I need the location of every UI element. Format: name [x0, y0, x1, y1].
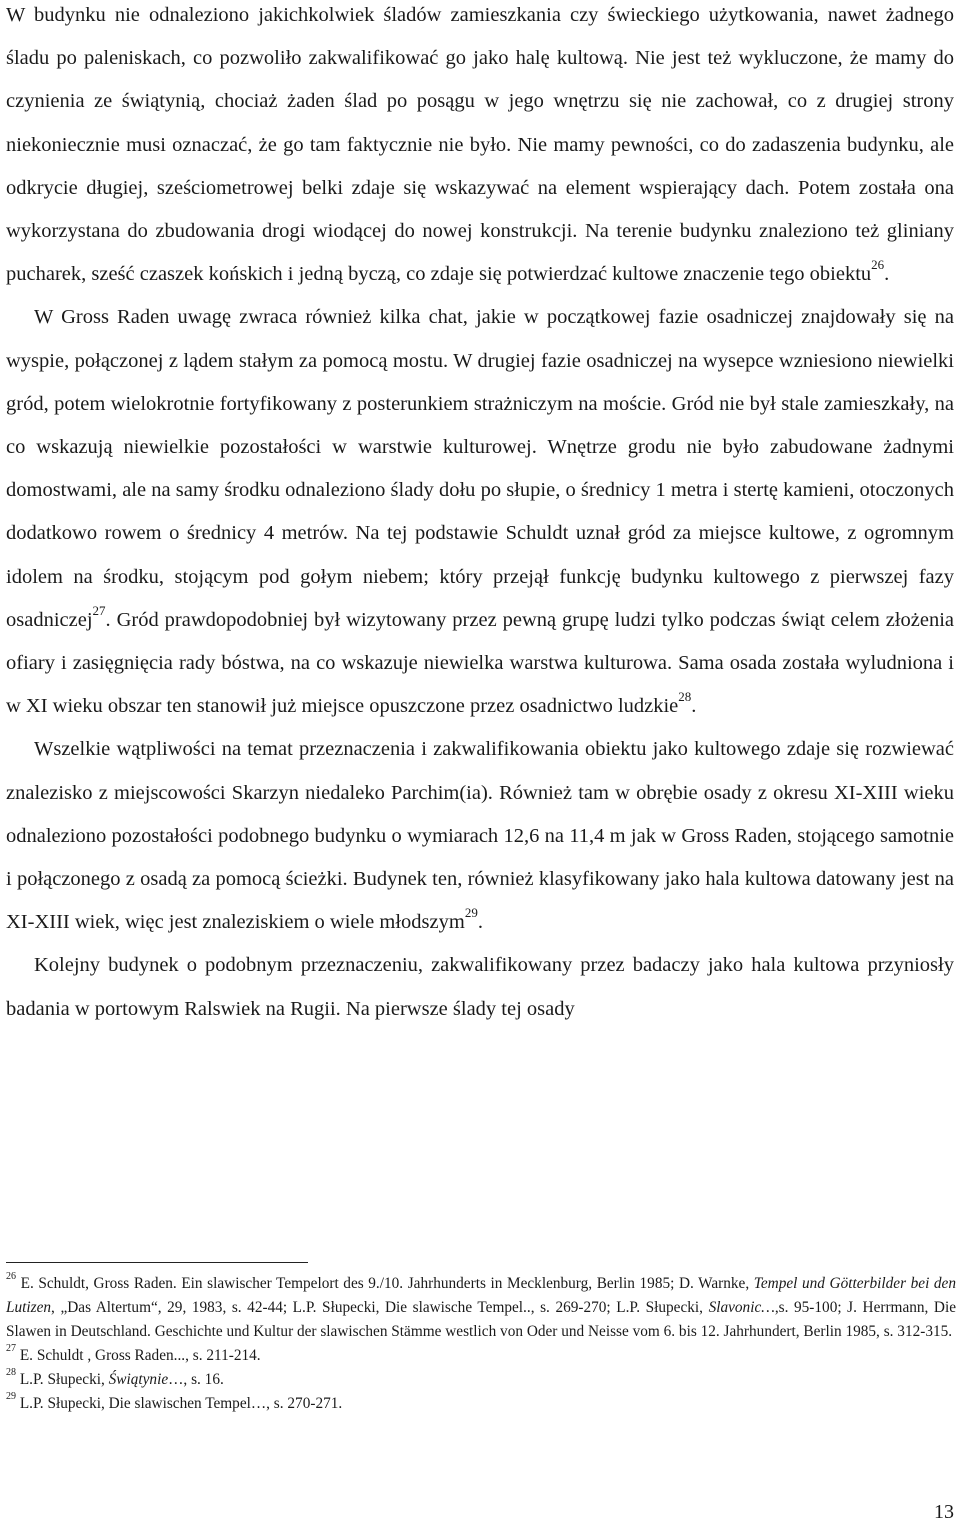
text-run: L.P. Słupecki, [16, 1371, 109, 1389]
footnote [6, 1272, 956, 1344]
text-run: ,s. 95-100; J. Herrmann, Die Slawen in Deutschland. Geschichte und Kultur der slawischen Stämme westlich von Oder und Neisse vom 6. bis 12. Jahrhundert, Berlin 1985, s. 312-315. [6, 1299, 957, 1341]
italic-text: Tempel und Götterbilder bei den Lutizen [6, 1275, 957, 1317]
italic-text: Slavonic… [708, 1299, 775, 1317]
paragraph [6, 728, 954, 944]
footnote-ref: 28 [6, 1367, 16, 1379]
footnote [6, 1344, 956, 1368]
text-run: Kolejny budynek o podobnym przeznaczeniu, zakwalifikowany przez badaczy jako hala kultowa przyniosły badania w portowym Ralswiek na Rugii. Na pierwsze ślady tej osady [6, 954, 954, 1020]
text-run: . [477, 911, 483, 934]
footnotes [6, 1272, 956, 1417]
footnote-separator [6, 1262, 308, 1263]
page-number: 13 [934, 1501, 954, 1523]
text-run: . [691, 695, 697, 718]
text-run: W budynku nie odnaleziono jakichkolwiek śladów zamieszkania czy świeckiego użytkowania, nawet żadnego śladu po paleniskach, co pozwoliło zakwalifikować go jako halę kultową. Nie jest też wykluczone, że mamy do czynienia ze świątynią, chociaż żaden ślad po posągu w jego wnętrzu się nie zachował, co z drugiej strony niekoniecznie musi oznaczać, że go tam faktycznie nie było. Nie mamy pewności, co do zadaszenia budynku, ale odkrycie długiej, sześciometrowej belki zdaje się wskazywać na element wspierający dach. Potem została ona wykorzystana do zbudowania drogi wiodącej do nowej konstrukcji. Na terenie budynku znaleziono też gliniany pucharek, sześć czaszek końskich i jedną byczą, co zdaje się potwierdzać kultowe znaczenie tego obiektu [6, 4, 954, 286]
footnote-ref: 27 [6, 1343, 16, 1355]
text-run: W Gross Raden uwagę zwraca również kilka chat, jakie w początkowej fazie osadniczej znajdowały się na wyspie, połączonej z lądem stałym za pomocą mostu. W drugiej fazie osadniczej na wysepce wzniesiono niewielki gród, potem wielokrotnie fortyfikowany z posterunkiem strażniczym na moście. Gród nie był stale zamieszkały, na co wskazują niewielkie pozostałości w warstwie kulturowej. Wnętrze grodu nie było zabudowane żadnymi domostwami, ale na samy środku odnaleziono ślady dołu po słupie, o średnicy 1 metra i stertę kamieni, otoczonych dodatkowo rowem o średnicy 4 metrów. Na tej podstawie Schuldt uznał gród za miejsce kultowe, z ogromnym idolem na środku, stojącym pod gołym niebem; który przejął funkcję budynku kultowego z pierwszej fazy osadniczej [6, 306, 954, 631]
paragraph [6, 296, 954, 728]
paragraph [6, 944, 954, 1030]
text-run: E. Schuldt , Gross Raden..., s. 211-214. [16, 1347, 261, 1365]
text-run: . [884, 263, 890, 286]
text-run: L.P. Słupecki, Die slawischen Tempel…, s. 270-271. [16, 1395, 343, 1413]
footnote-ref: 28 [678, 689, 692, 705]
text-run: . Gród prawdopodobniej był wizytowany przez pewną grupę ludzi tylko podczas świąt celem złożenia ofiary i zasięgnięcia rady bóstwa, na co wskazuje niewielka warstwa kulturowa. Sama osada została wyludniona i w XI wieku obszar ten stanowił już miejsce opuszczone przez osadnictwo ludzkie [6, 608, 954, 718]
footnote-ref: 29 [6, 1391, 16, 1403]
footnote-ref: 26 [6, 1270, 16, 1282]
footnote-ref: 26 [871, 257, 885, 273]
footnote [6, 1392, 956, 1416]
paragraph [6, 0, 954, 296]
text-run: E. Schuldt, Gross Raden. Ein slawischer Tempelort des 9./10. Jahrhunderts in Mecklenburg, Berlin 1985; D. Warnke, [16, 1275, 754, 1292]
body-text [6, 0, 954, 1031]
text-run: , „Das Altertum“, 29, 1983, s. 42-44; L.P. Słupecki, Die slawische Tempel.., s. 269-270; L.P. Słupecki, [51, 1299, 709, 1317]
footnote [6, 1368, 956, 1392]
text-run: Wszelkie wątpliwości na temat przeznaczenia i zakwalifikowania obiektu jako kultowego zdaje się rozwiewać znalezisko z miejscowości Skarzyn niedaleko Parchim(ia). Również tam w obrębie osady z okresu XI-XIII wieku odnaleziono pozostałości podobnego budynku o wymiarach 12,6 na 11,4 m jak w Gross Raden, stojącego samotnie i połączonego z osadą za pomocą ścieżki. Budynek ten, również klasyfikowany jako hala kultowa datowany jest na XI-XIII wiek, więc jest znaleziskiem o wiele młodszym [6, 738, 954, 934]
footnote-ref: 27 [92, 603, 106, 619]
footnote-ref: 29 [464, 905, 478, 921]
text-run: …, s. 16. [168, 1371, 224, 1389]
italic-text: Świątynie [108, 1371, 169, 1389]
